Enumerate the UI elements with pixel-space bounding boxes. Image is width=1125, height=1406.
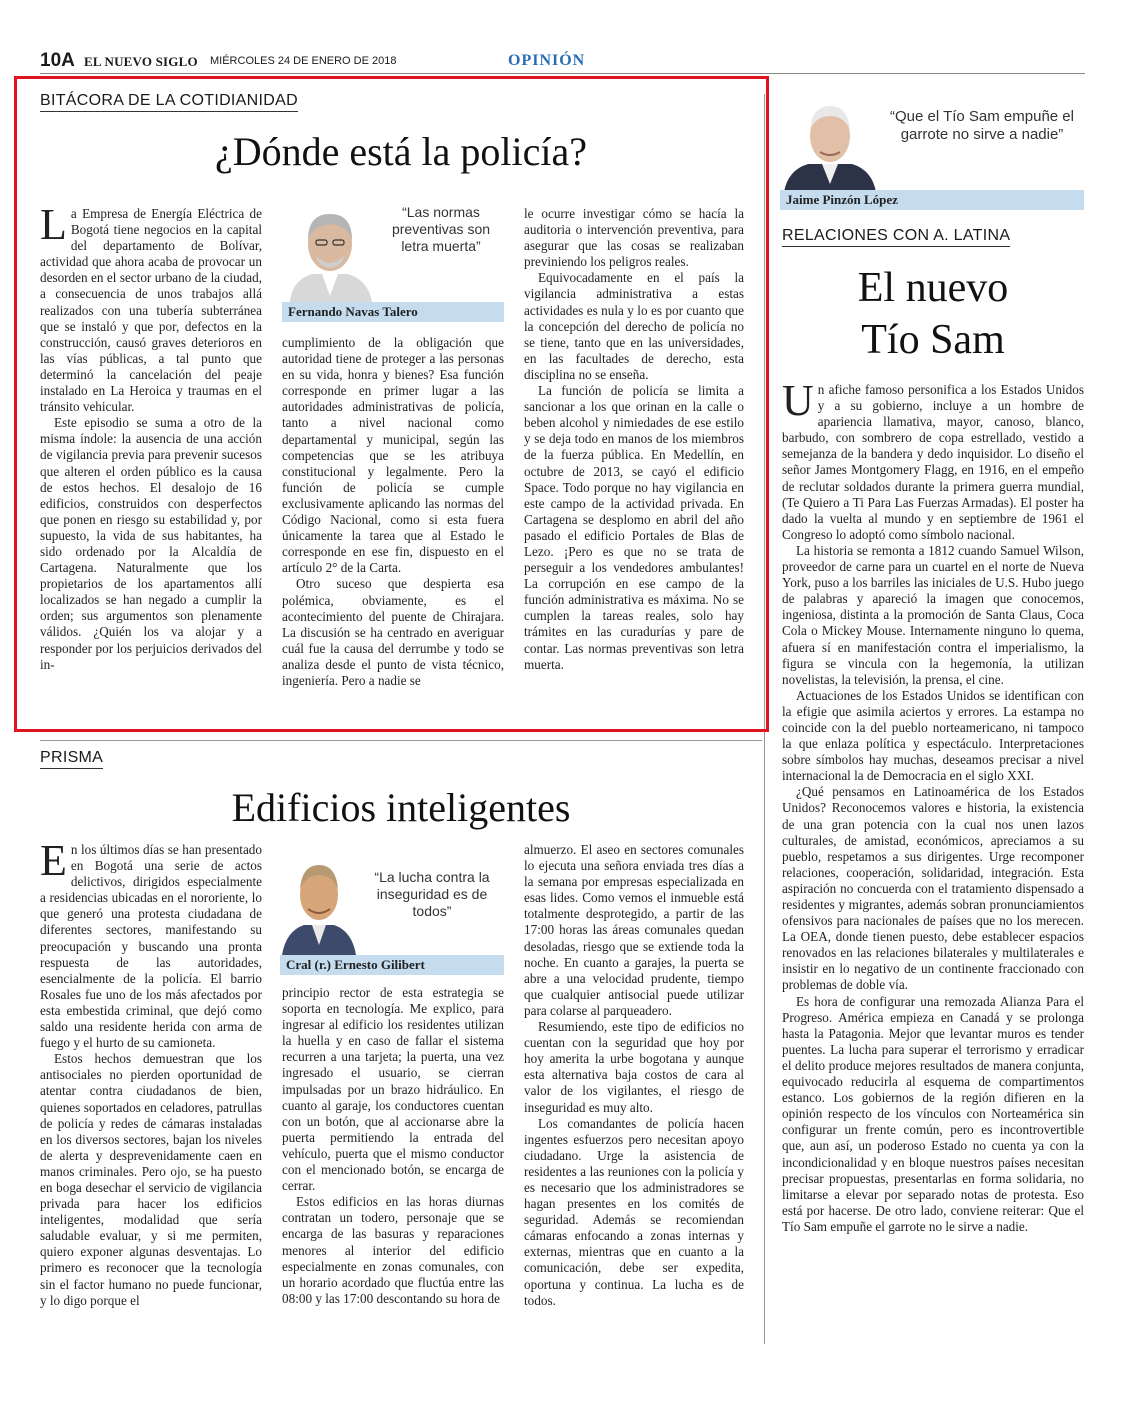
article1-author-name: Fernando Navas Talero bbox=[282, 302, 504, 322]
issue-date: MIÉRCOLES 24 DE ENERO DE 2018 bbox=[210, 55, 397, 67]
article2-paragraph: principio rector de esta estrategia se soporta en tecnología. Me explico, para ingresar al edificio los residentes utilizan la huella y en caso de fallar el sistema recurren a una tarjeta; la puerta, una vez ingresado el usuario, se cierran impulsadas por un brazo hidráulico. En cuanto al garaje, los conductores cuentan con un botón, que al accionarse abre la puerta permitiendo la entrada del vehículo, puerta que el mismo conductor con el mencionado botón, se encarga de cerrar. bbox=[282, 985, 504, 1194]
article2-paragraph: Estos edificios en las horas diurnas contratan un todero, personaje que se encarga de las basuras y reparaciones menores al interior del edificio especialmente en zonas comunales, con un horario acordado que fluctúa entre las 08:00 y las 17:00 descontando su hora de bbox=[282, 1194, 504, 1306]
article1-paragraph: a Empresa de Energía Eléctrica de Bogotá tiene negocios en la capital del departamento de Bolívar, actividad que ahora acaba de provocar un desorden en el sector urbano de la ciudad, a consecuencia de unos trabajos allá realizados con una tubería subterránea que se instaló y que por, defectos en la construcción, causó graves deterioros en las vías públicas, a tal punto que determinó la cancelación del peaje instalado en La Heroica y traumas en el tránsito vehicular. bbox=[40, 206, 262, 415]
article2-paragraph: Resumiendo, este tipo de edificios no cuentan con la seguridad que hoy por hoy amerita la urbe bogotana y aunque esta alternativa baja costos de cara al valor de los vigilantes, el riesgo de inseguridad es muy alto. bbox=[524, 1019, 744, 1115]
article1-dropcap: L bbox=[40, 200, 67, 249]
article1-column-1 bbox=[40, 200, 262, 673]
page-header bbox=[40, 50, 1085, 74]
article2-dropcap: E bbox=[40, 836, 67, 885]
article3-author-box bbox=[780, 96, 1084, 212]
article2-paragraph: n los últimos días se han presentado en Bogotá una serie de actos delictivos, dirigidos especialmente a residencias ubicadas en el nororiente, lo que generó una protesta ciudadana de diferentes sectores, manifestando su preocupación y buscando una pronta respuesta de las autoridades, esencialmente de la policía. El barrio Rosales fue uno de los más afectados por esta embestida criminal, que dejó como saldo una residente herida con arma de fuego y el hurto de su camioneta. bbox=[40, 842, 262, 1051]
article1-author-box bbox=[282, 200, 504, 324]
article2-section-label: PRISMA bbox=[40, 749, 103, 769]
article3-paragraph: n afiche famoso personifica a los Estados Unidos y a su gobierno, incluye a un hombre de apariencia llamativa, mayor, canoso, blanco, barbudo, con sombrero de copa estrellado, vestido a semejanza de la bandera y dedo inquisidor. Lo diseño el señor James Montgomery Flagg, en 1916, en el empeño de reclutar soldados durante la primera guerra mundial, (Te Quiero a Ti Para Las Fuerzas Armadas). El poster ha dado la vuelta al mundo y en septiembre de 1961 el Congreso lo adoptó como símbolo nacional. bbox=[782, 382, 1084, 542]
page-number: 10A bbox=[40, 50, 75, 71]
article2-column-2 bbox=[282, 985, 504, 1307]
article3-paragraph: Es hora de configurar una remozada Alianza Para el Progreso. América empieza en Canadá y se prolonga hasta la Patagonia. Mejor que levantar muros es tender puentes. La lucha para superar el terrorismo y erradicar el delito produce mejores resultados de manera conjunta, equivocado reducirla al esquema de compartimentos estanco. Los gobiernos de la región difieren en la opinión respecto de los vínculos con Norteamérica sin configurar un frente común, pero es incontrovertible que, aun así, un poderoso Estado no cuenta ya con la incondicionalidad y en bloque nuestros países necesitan precisar propuestas, presentarlas en forma solidaria, no limitarse a elevar por separado notas de protesta. Eso está por hacerse. De otro lado, conviene reiterar: Que el Tío Sam empuñe el garrote no le sirve a nadie. bbox=[782, 993, 1084, 1234]
article2-paragraph: Los comandantes de policía hacen ingentes esfuerzos pero necesitan apoyo ciudadano. Urge la asistencia de residentes a las reuniones con la policía y es necesario que los administradores se hagan presentes en los comités de seguridad. Además se recomiendan cámaras enfocando a zonas internas y externas, mientras que en cuanto a la comunicación, debe ser expedita, oportuna y continua. La lucha es de todos. bbox=[524, 1115, 744, 1308]
article1-paragraph: le ocurre investigar cómo se hacía la auditoria o intervención preventiva, para asegurar que las cosas se realizaban previniendo los peligros reales. bbox=[524, 206, 744, 270]
article3-headline bbox=[782, 262, 1084, 366]
section-title: OPINIÓN bbox=[508, 52, 586, 69]
article1-paragraph: Otro suceso que despierta esa polémica, obviamente, es el acontecimiento del puente de Chirajara. La discusión se ha centrado en averiguar cuál fue la causa del derrumbe y todo se analiza desde el punto de vista técnico, ingeniería. Pero a nadie se bbox=[282, 576, 504, 688]
article3-headline-line: Tío Sam bbox=[861, 317, 1005, 363]
author-photo bbox=[282, 200, 378, 302]
newspaper-name: EL NUEVO SIGLO bbox=[84, 54, 198, 69]
article2-column-1 bbox=[40, 836, 262, 1309]
article1-pull-quote: “Las normas preventivas son letra muerta” bbox=[391, 204, 491, 254]
article3-paragraph: La historia se remonta a 1812 cuando Samuel Wilson, proveedor de carne para un cuartel en el norte de Nueva York, puso a los barriles las iniciales de U.S. Hubo juego de palabras y apareció la imagen que conocemos, ingeniosa, distinta a la promoción de Santa Claus, Coca Cola o Mickey Mouse. Internamente ninguno lo quema, afuera sí en manifestación contra el imperialismo, la figura se vincula con la hegemonía, la utilizan novelistas, la televisión, la prensa, el cine. bbox=[782, 542, 1084, 687]
article3-pull-quote: “Que el Tío Sam empuñe el garrote no sirve a nadie” bbox=[890, 108, 1074, 143]
article1-paragraph: La función de policía se limita a sancionar a los que orinan en la calle o beben alcohol y nimiedades de ese estilo y se deja todo en manos de los miembros de la fuerza pública. En Medellín, en octubre de 2013, se cayó el edificio Space. Todo porque no hay vigilancia en este campo de la actividad privada. En Cartagena se desplomo en abril del año pasado el edificio Portales de Blas de Lezo. ¡Pero es que no se trata de perseguir a los vendedores ambulantes! La corrupción en ese campo de la función administrativa es máxima. No se cumplen la tareas reales, solo hay trámites en las curadurías y pare de contar. Las normas preventivas son letra muerta. bbox=[524, 383, 744, 672]
article3-headline-line: El nuevo bbox=[857, 265, 1009, 311]
article1-section-label: BITÁCORA DE LA COTIDIANIDAD bbox=[40, 92, 298, 112]
article3-section-label: RELACIONES CON A. LATINA bbox=[782, 227, 1010, 247]
article3-paragraph: Actuaciones de los Estados Unidos se identifican con la efigie que asimila aciertos y errores. La estampa no coincide con la del pueblo norteamericano, ni tampoco la que enlaza política y espectáculo. Interpretaciones sobre símbolos hay muchas, deseamos precisar a nivel internacional la de Democracia en el siglo XXI. bbox=[782, 687, 1084, 784]
article-divider bbox=[40, 740, 762, 741]
article1-paragraph: cumplimiento de la obligación que autoridad tiene de proteger a las personas en su vida, honra y bienes? Esa función corresponde en primer lugar a las autoridades administrativas de policía, tanto a nivel nacional como departamental y municipal, según las competencias que se les atribuya constitucional y legalmente. Pero la función de policía se cumple exclusivamente aplicando las normas del Código Nacional, como si esta fuera únicamente la tarea que al Estado le corresponde en ese fin, dispuesto en el artículo 2° de la Carta. bbox=[282, 335, 504, 576]
article1-paragraph: Este episodio se suma a otro de la misma índole: la ausencia de una acción de vigilancia previa para prevenir sucesos que alteren el orden público es la causa de estos hechos. El desalojo de 16 edificios, construidos con desperfectos que ponen en riesgo su estabilidad y, por supuesto, la vida de sus habitantes, ha sido ordenado por la Alcaldía de Cartagena. Naturalmente que los propietarios de los apartamentos allí localizados se han negado a cumplir la orden; sus argumentos son plenamente válidos. ¿Quién los va alojar y a responder por los perjuicios derivados del in- bbox=[40, 415, 262, 672]
article2-paragraph: Estos hechos demuestran que los antisociales no pierden oportunidad de atentar contra ciudadanos de bien, quienes soportados en celadores, patrullas de policía y redes de cámaras instaladas en los diversos sectores, bajan los niveles de alerta y desprevenidamente caen en manos criminales. Pero ojo, se ha puesto en boga desechar el servicio de vigilancia privada para hacer los edificios inteligentes, modalidad que sería saludable evaluar, y si me permiten, quiero exponer algunas desventajas. Lo primero es reconocer que la tecnología sin el factor humano no puede funcionar, y lo digo porque el bbox=[40, 1051, 262, 1308]
article1-paragraph: Equivocadamente en el país la vigilancia administrativa a estas actividades es nula y lo es por cuanto que la concepción del derecho de policía no se tiene, tanto que en las universidades, en las facultades de derecho, esta disciplina no se enseña. bbox=[524, 270, 744, 382]
article3-dropcap: U bbox=[782, 376, 814, 425]
article3-paragraph: ¿Qué pensamos en Latinoamérica de los Estados Unidos? Reconocemos valores e historia, la existencia de una gran potencia con la cual nos unen lazos culturales, de amistad, económicos, apreciamos a su pueblo, respetamos a sus dirigentes. Urge recomponer relaciones, cooperación, solidaridad, integración. Esta aspiración no concuerda con el tratamiento dispensado a residentes y migrantes, además sobran pronunciamientos ofensivos para nacionales de países que no los merecen. La OEA, donde tienen puesto, debe establecer espacios renovados en las relaciones bilaterales y multilaterales e insistir en lo negativo de un continente fraccionado con problemas de doble vía. bbox=[782, 784, 1084, 993]
article2-paragraph: almuerzo. El aseo en sectores comunales lo ejecuta una señora enviada tres días a la semana por empresas especializada en esas lides. Como vemos el inmueble está totalmente desprotegido, a partir de las 17:00 horas las áreas comunales quedan desoladas, riesgo que se extiende toda la noche. En cuanto a garajes, la puerta se abre a una velocidad prudente, tiempo que cualquier antisocial puede utilizar para colarse al parqueadero. bbox=[524, 842, 744, 1018]
article2-column-3 bbox=[524, 842, 744, 1309]
article2-author-box bbox=[280, 853, 504, 975]
article2-author-name: Cral (r.) Ernesto Gilibert bbox=[280, 955, 504, 975]
article3-author-name: Jaime Pinzón López bbox=[780, 190, 1084, 210]
article1-headline: ¿Dónde está la policía? bbox=[214, 129, 588, 174]
author-photo bbox=[780, 96, 880, 192]
article2-pull-quote: “La lucha contra la inseguridad es de todos” bbox=[374, 869, 490, 919]
author-photo bbox=[280, 853, 358, 955]
article2-headline: Edificios inteligentes bbox=[231, 785, 571, 830]
article3-column bbox=[782, 376, 1084, 1235]
article1-column-3 bbox=[524, 206, 744, 673]
article1-column-2 bbox=[282, 335, 504, 689]
